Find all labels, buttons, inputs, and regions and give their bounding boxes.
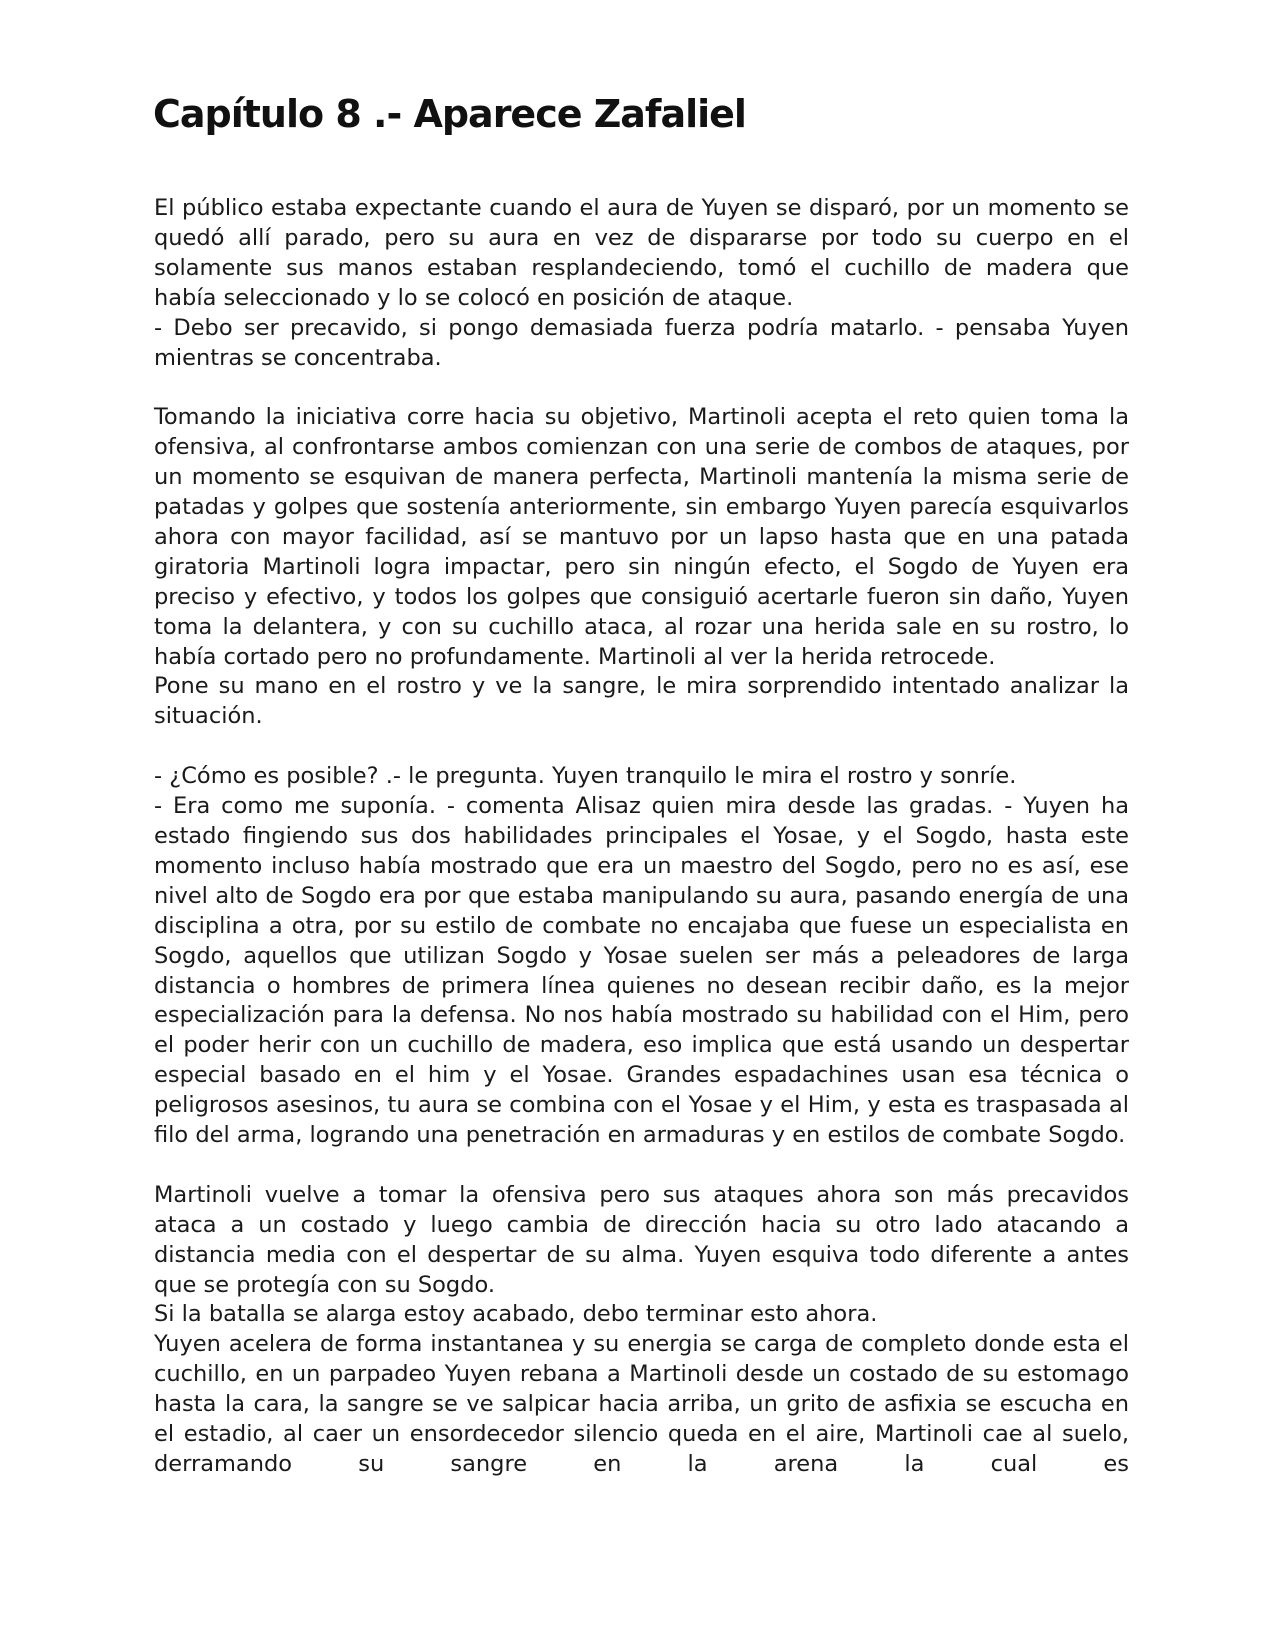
paragraph-4: Pone su mano en el rostro y ve la sangre, le mira sorprendido intentado analizar la situación. <box>154 673 1129 730</box>
paragraph-7: Martinoli vuelve a tomar la ofensiva pero sus ataques ahora son más precavidos ataca a un costado y luego cambia de dirección hacia su otro lado atacando a distancia media con el despertar de su alma. Yuyen esquiva todo diferente a antes que se protegía con su Sogdo. <box>154 1181 1129 1298</box>
paragraph-9: Yuyen acelera de forma instantanea y su energia se carga de completo donde esta el cuchillo, en un parpadeo Yuyen rebana a Martinoli desde un costado de su estomago hasta la cara, la sangre se ve salpicar hacia arriba, un grito de asfixia se escucha en el estadio, al caer un ensordecedor silencio queda en el aire, Martinoli cae al suelo, derramando su sangre en la arena la cual es <box>154 1331 1129 1478</box>
paragraph-spacer <box>154 732 1129 762</box>
paragraph-5: - ¿Cómo es posible? .- le pregunta. Yuyen tranquilo le mira el rostro y sonríe. <box>154 763 1017 790</box>
chapter-body <box>154 194 1129 1480</box>
chapter-title: Capítulo 8 .- Aparece Zafaliel <box>153 92 746 136</box>
paragraph-6: - Era como me suponía. - comenta Alisaz quien mira desde las gradas. - Yuyen ha estado fingiendo sus dos habilidades principales el Yosae, y el Sogdo, hasta este momento incluso había mostrado que era un maestro del Sogdo, pero no es así, ese nivel alto de Sogdo era por que estaba manipulando su aura, pasando energía de una disciplina a otra, por su estilo de combate no encajaba que fuese un especialista en Sogdo, aquellos que utilizan Sogdo y Yosae suelen ser más a peleadores de larga distancia o hombres de primera línea quienes no desean recibir daño, es la mejor especialización para la defensa. No nos había mostrado su habilidad con el Him, pero el poder herir con un cuchillo de madera, eso implica que está usando un despertar especial basado en el him y el Yosae. Grandes espadachines usan esa técnica o peligrosos asesinos, tu aura se combina con el Yosae y el Him, y esta es traspasada al filo del arma, logrando una penetración en armaduras y en estilos de combate Sogdo. <box>154 793 1129 1149</box>
paragraph-spacer <box>154 1151 1129 1181</box>
paragraph-spacer <box>154 373 1129 403</box>
paragraph-1: El público estaba expectante cuando el aura de Yuyen se disparó, por un momento se quedó allí parado, pero su aura en vez de dispararse por todo su cuerpo en el solamente sus manos estaban resplandeciendo, tomó el cuchillo de madera que había seleccionado y lo se colocó en posición de ataque. <box>154 195 1129 311</box>
paragraph-8: Si la batalla se alarga estoy acabado, debo terminar esto ahora. <box>154 1301 878 1328</box>
paragraph-3: Tomando la iniciativa corre hacia su objetivo, Martinoli acepta el reto quien toma la ofensiva, al confrontarse ambos comienzan con una serie de combos de ataques, por un momento se esquivan de manera perfecta, Martinoli mantenía la misma serie de patadas y golpes que sostenía anteriormente, sin embargo Yuyen parecía esquivarlos ahora con mayor facilidad, así se mantuvo por un lapso hasta que en una patada giratoria Martinoli logra impactar, pero sin ningún efecto, el Sogdo de Yuyen era preciso y efectivo, y todos los golpes que consiguió acertarle fueron sin daño, Yuyen toma la delantera, y con su cuchillo ataca, al rozar una herida sale en su rostro, lo había cortado pero no profundamente. Martinoli al ver la herida retrocede. <box>154 404 1129 670</box>
paragraph-2: - Debo ser precavido, si pongo demasiada fuerza podría matarlo. - pensaba Yuyen mientras se concentraba. <box>154 314 1129 371</box>
